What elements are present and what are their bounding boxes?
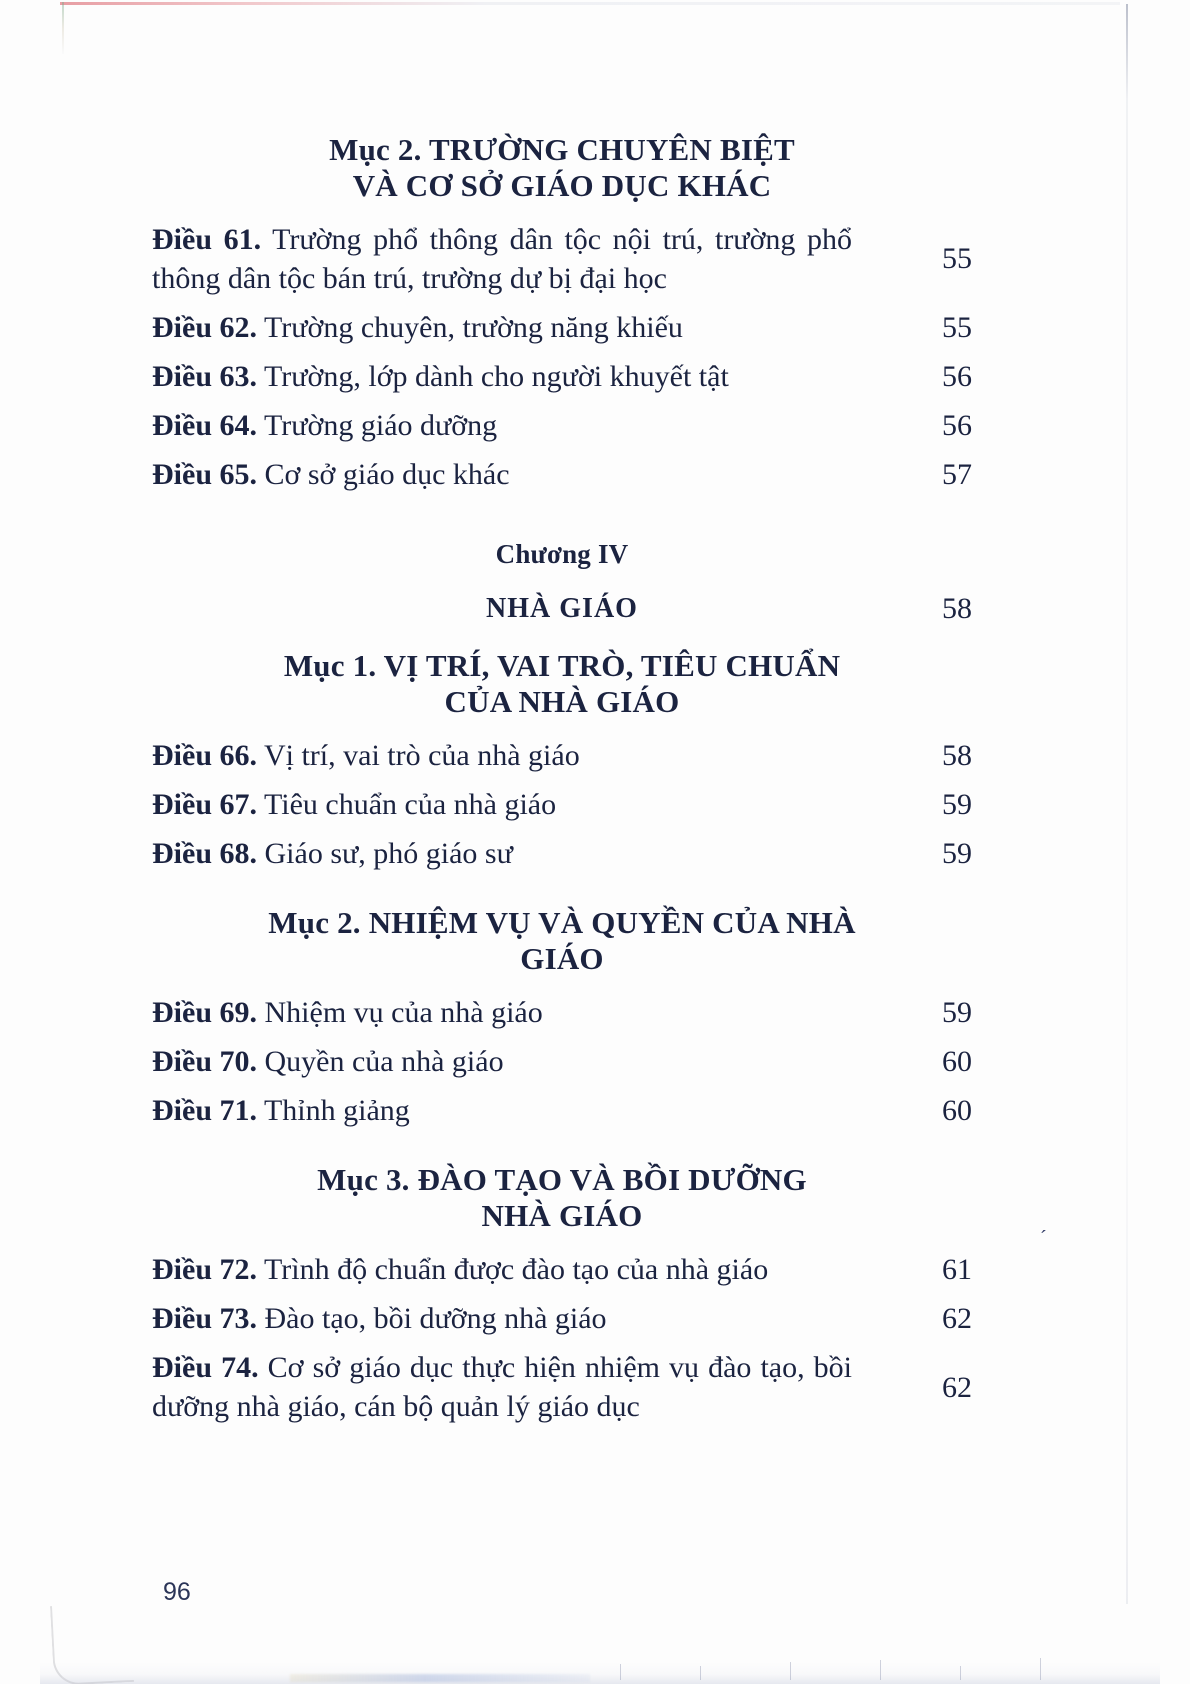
spacer (152, 1289, 972, 1299)
spacer (152, 347, 972, 357)
section-heading-muc-1-vi-tri-vai-tro (152, 648, 972, 720)
toc-entry-dieu-62[interactable] (152, 308, 972, 347)
toc-entry-page-number: 57 (942, 457, 972, 491)
toc-entry-article-label: Điều 63. (152, 359, 257, 393)
toc-entry-title: Vị trí, vai trò của nhà giáo (263, 739, 580, 773)
spacer (152, 1081, 972, 1091)
toc-entry-title: Cơ sở giáo dục thực hiện nhiệm vụ đào tạo, bồi dưỡng nhà giáo, cán bộ quản lý giáo dục (152, 1351, 853, 1424)
toc-entry-article-label: Điều 73. (152, 1302, 257, 1336)
toc-entry-dieu-67[interactable] (152, 785, 972, 824)
toc-entry-text (152, 1042, 504, 1081)
toc-entry-title: Trường, lớp dành cho người khuyết tật (263, 359, 729, 393)
toc-entry-text (152, 220, 852, 298)
toc-entry-dieu-63[interactable] (152, 357, 972, 396)
scan-edge-left (62, 2, 64, 54)
toc-entry-article-label: Điều 61. (152, 222, 262, 256)
scan-tick (880, 1660, 881, 1680)
toc-entry-title: Giáo sư, phó giáo sư (264, 837, 513, 871)
scan-edge-right (1126, 4, 1128, 1604)
spacer (152, 1338, 972, 1348)
spacer (152, 494, 972, 504)
spacer (152, 445, 972, 455)
chapter-label: Chương IV (495, 538, 629, 569)
chapter-row[interactable] (152, 592, 972, 626)
toc-entry-dieu-61[interactable] (152, 220, 972, 298)
section-heading-line: Mục 2. TRƯỜNG CHUYÊN BIỆT (329, 132, 795, 167)
spacer (152, 1130, 972, 1140)
toc-entry-dieu-69[interactable] (152, 993, 972, 1032)
toc-entry-title: Cơ sở giáo dục khác (264, 457, 510, 491)
toc-entry-text (152, 1091, 410, 1130)
toc-entry-title: Quyền của nhà giáo (264, 1045, 504, 1079)
spacer (152, 873, 972, 883)
spacer (152, 396, 972, 406)
spacer (152, 298, 972, 308)
toc-entry-dieu-65[interactable] (152, 455, 972, 494)
toc-entry-article-label: Điều 70. (152, 1045, 257, 1079)
toc-entry-article-label: Điều 67. (152, 788, 257, 822)
toc-entry-title: Trường phổ thông dân tộc nội trú, trường phổ thông dân tộc bán trú, trường dự bị đại học (152, 222, 853, 295)
section-heading-line: Mục 1. VỊ TRÍ, VAI TRÒ, TIÊU CHUẨN (283, 648, 841, 684)
spacer (152, 570, 972, 592)
stray-ink-mark: ´ (1040, 1227, 1047, 1249)
toc-entry-title: Nhiệm vụ của nhà giáo (264, 996, 543, 1030)
spacer (152, 983, 972, 993)
page-folio: 96 (163, 1578, 191, 1606)
toc-entry-article-label: Điều 68. (152, 837, 257, 871)
toc-entry-text (152, 1250, 768, 1289)
toc-entry-dieu-68[interactable] (152, 834, 972, 873)
toc-entry-text (152, 357, 729, 396)
toc-entry-page-number: 61 (942, 1253, 972, 1287)
toc-entry-text (152, 1299, 607, 1338)
toc-entry-text (152, 993, 543, 1032)
toc-entry-article-label: Điều 72. (152, 1253, 257, 1287)
spacer (152, 883, 972, 905)
toc-entry-page-number: 62 (942, 1370, 972, 1404)
toc-entry-page-number: 55 (942, 242, 972, 276)
toc-entry-page-number: 55 (942, 310, 972, 344)
spacer (152, 775, 972, 785)
scan-edge-top (60, 2, 1120, 5)
toc-entry-dieu-74[interactable] (152, 1348, 972, 1426)
chapter-page-number: 58 (942, 592, 972, 626)
spacer (152, 504, 972, 538)
scan-edge-bottom (40, 1662, 1160, 1684)
chapter-name: NHÀ GIÁO (486, 593, 638, 625)
spacer (152, 1032, 972, 1042)
toc-entry-text (152, 736, 580, 775)
scan-tick (960, 1666, 961, 1680)
section-heading-line: GIÁO (520, 941, 604, 977)
toc-entry-article-label: Điều 69. (152, 996, 257, 1030)
toc-entry-dieu-72[interactable] (152, 1250, 972, 1289)
section-heading-line: Mục 3. ĐÀO TẠO VÀ BỒI DƯỠNG (317, 1162, 807, 1198)
toc-entry-dieu-66[interactable] (152, 736, 972, 775)
toc-entry-page-number: 60 (942, 1045, 972, 1079)
section-heading-muc-2-nhiem-vu-va-quyen (152, 905, 972, 977)
toc-entry-page-number: 56 (942, 359, 972, 393)
scan-smudge (290, 1674, 590, 1682)
section-heading-line: CỦA NHÀ GIÁO (444, 684, 680, 720)
toc-entry-title: Trường giáo dưỡng (263, 408, 498, 442)
spacer (152, 626, 972, 648)
toc-entry-article-label: Điều 66. (152, 739, 257, 773)
spacer (152, 726, 972, 736)
toc-entry-title: Đào tạo, bồi dưỡng nhà giáo (264, 1302, 607, 1336)
toc-entry-page-number: 58 (942, 739, 972, 773)
scan-tick (620, 1664, 621, 1680)
spacer (152, 824, 972, 834)
toc-entry-page-number: 59 (942, 996, 972, 1030)
toc-entry-text (152, 308, 683, 347)
scan-tick (790, 1662, 791, 1680)
toc-entry-page-number: 56 (942, 408, 972, 442)
toc-entry-title: Trình độ chuẩn được đào tạo của nhà giáo (263, 1253, 769, 1287)
toc-entry-page-number: 60 (942, 1094, 972, 1128)
toc-entry-page-number: 62 (942, 1302, 972, 1336)
toc-entry-dieu-73[interactable] (152, 1299, 972, 1338)
toc-entry-page-number: 59 (942, 788, 972, 822)
section-heading-line: Mục 2. NHIỆM VỤ VÀ QUYỀN CỦA NHÀ (268, 905, 856, 941)
table-of-contents (152, 132, 972, 1436)
toc-entry-title: Trường chuyên, trường năng khiếu (263, 310, 683, 344)
scan-tick (700, 1666, 701, 1680)
toc-entry-article-label: Điều 65. (152, 457, 257, 491)
spacer (152, 1140, 972, 1162)
toc-entry-text (152, 785, 556, 824)
toc-entry-article-label: Điều 74. (152, 1351, 259, 1385)
section-heading-muc-3-dao-tao-va-boi-duong (152, 1162, 972, 1234)
toc-entry-dieu-70[interactable] (152, 1042, 972, 1081)
toc-entry-text (152, 455, 510, 494)
section-heading-line: NHÀ GIÁO (481, 1198, 643, 1234)
section-heading-line: VÀ CƠ SỞ GIÁO DỤC KHÁC (352, 167, 772, 203)
scan-tick (1040, 1658, 1041, 1680)
toc-entry-title: Tiêu chuẩn của nhà giáo (263, 788, 557, 822)
toc-entry-article-label: Điều 64. (152, 408, 257, 442)
section-heading-muc-2-truong-chuyen-biet (152, 132, 972, 204)
toc-entry-article-label: Điều 62. (152, 310, 257, 344)
toc-entry-dieu-71[interactable] (152, 1091, 972, 1130)
toc-entry-article-label: Điều 71. (152, 1094, 257, 1128)
spacer (152, 1240, 972, 1250)
toc-entry-text (152, 834, 513, 873)
toc-entry-title: Thỉnh giảng (263, 1094, 410, 1128)
scan-corner-bottom-left (50, 1602, 134, 1684)
toc-entry-page-number: 59 (942, 837, 972, 871)
toc-entry-text (152, 406, 497, 445)
toc-entry-text (152, 1348, 852, 1426)
spacer (152, 210, 972, 220)
toc-entry-dieu-64[interactable] (152, 406, 972, 445)
spacer (152, 1426, 972, 1436)
